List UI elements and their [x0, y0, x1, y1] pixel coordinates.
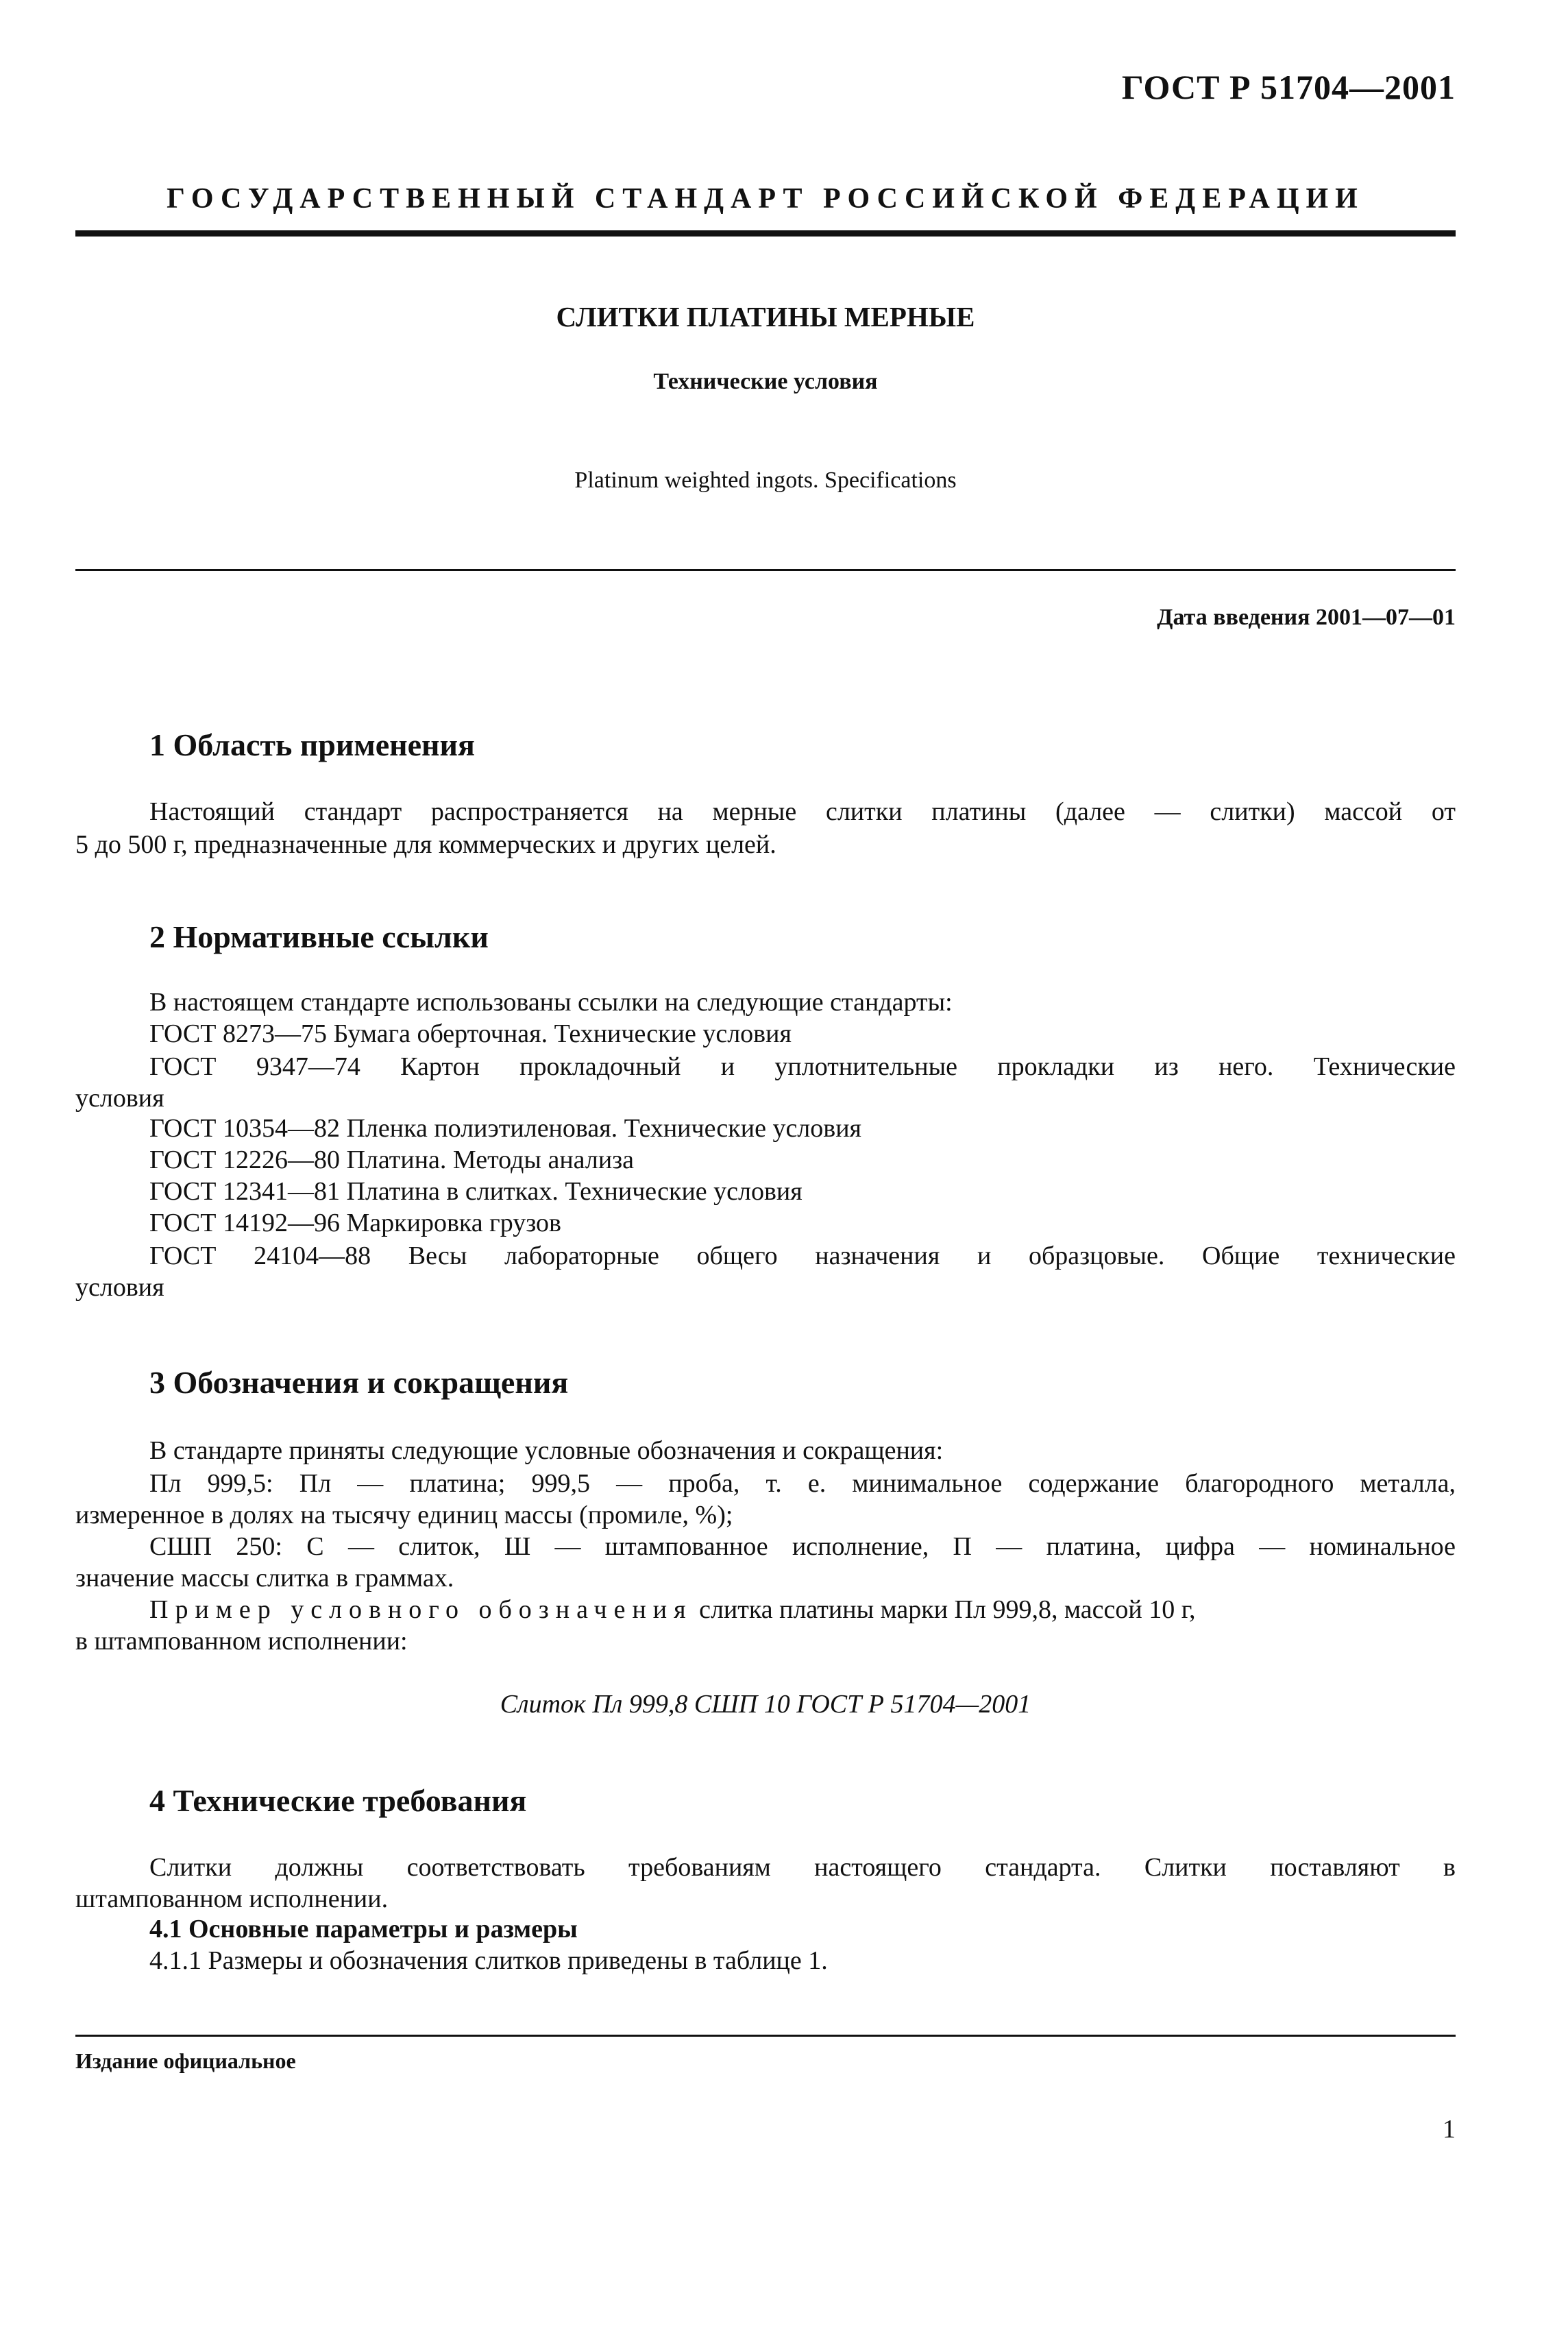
normative-reference: ГОСТ 9347—74 Картон прокладочный и уплотнительные прокладки из него. Технические — [149, 1052, 1456, 1081]
footer-divider — [75, 2035, 1456, 2037]
normative-reference: ГОСТ 14192—96 Маркировка грузов — [149, 1209, 561, 1237]
section-2-heading: 2 Нормативные ссылки — [149, 919, 489, 954]
title-divider — [75, 569, 1456, 571]
page-number: 1 — [1443, 2115, 1456, 2144]
normative-reference-continued: условия — [75, 1084, 164, 1113]
introduction-date: Дата введения 2001—07—01 — [1157, 605, 1456, 630]
section-3-text-line: Пл 999,5: Пл — платина; 999,5 — проба, т. е. минимальное содержание благородного металла, — [149, 1469, 1456, 1498]
english-title: Platinum weighted ingots. Specifications — [574, 468, 957, 493]
subsection-heading: 4.1 Основные параметры и размеры — [149, 1915, 578, 1943]
section-1-text-line: 5 до 500 г, предназначенные для коммерческих и других целей. — [75, 830, 776, 859]
document-subtitle: Технические условия — [653, 369, 878, 394]
normative-reference: ГОСТ 12341—81 Платина в слитках. Технические условия — [149, 1177, 803, 1206]
section-3-text-line: СШП 250: С — слиток, Ш — штампованное исполнение, П — платина, цифра — номинальное — [149, 1532, 1456, 1561]
section-1-text-line: Настоящий стандарт распространяется на мерные слитки платины (далее — слитки) массой от — [149, 797, 1456, 826]
section-3-heading: 3 Обозначения и сокращения — [149, 1365, 569, 1400]
section-1-heading: 1 Область применения — [149, 727, 475, 762]
normative-reference-continued: условия — [75, 1273, 164, 1302]
section-3-intro: В стандарте приняты следующие условные обозначения и сокращения: — [149, 1436, 944, 1465]
document-number: ГОСТ Р 51704—2001 — [1121, 68, 1456, 106]
edition-note: Издание официальное — [75, 2048, 296, 2073]
example-designation: Слиток Пл 999,8 СШП 10 ГОСТ Р 51704—2001 — [500, 1690, 1031, 1719]
section-3-text-line: в штампованном исполнении: — [75, 1627, 408, 1656]
normative-reference: ГОСТ 12226—80 Платина. Методы анализа — [149, 1146, 635, 1174]
header-divider — [75, 230, 1456, 237]
example-line — [149, 1593, 1456, 1626]
example-text: слитка платины марки Пл 999,8, массой 10 г, — [692, 1595, 1196, 1624]
section-4-heading: 4 Технические требования — [149, 1783, 527, 1818]
normative-reference: ГОСТ 10354—82 Пленка полиэтиленовая. Технические условия — [149, 1114, 862, 1143]
example-label: Пример условного обозначения — [149, 1595, 693, 1624]
section-2-intro: В настоящем стандарте использованы ссылки на следующие стандарты: — [149, 988, 953, 1017]
section-3-text-line: значение массы слитка в граммах. — [75, 1564, 454, 1592]
document-title: СЛИТКИ ПЛАТИНЫ МЕРНЫЕ — [556, 301, 975, 332]
section-4-text-line: штампованном исполнении. — [75, 1885, 389, 1913]
normative-reference: ГОСТ 8273—75 Бумага оберточная. Технические условия — [149, 1019, 792, 1048]
state-standard-banner: ГОСУДАРСТВЕННЫЙ СТАНДАРТ РОССИЙСКОЙ ФЕДЕРАЦИИ — [167, 183, 1364, 215]
section-4-text-line: Слитки должны соответствовать требованиям настоящего стандарта. Слитки поставляют в — [149, 1853, 1456, 1882]
section-4-text-line: 4.1.1 Размеры и обозначения слитков приведены в таблице 1. — [149, 1946, 828, 1975]
section-3-text-line: измеренное в долях на тысячу единиц массы (промиле, %); — [75, 1501, 733, 1529]
normative-reference: ГОСТ 24104—88 Весы лабораторные общего назначения и образцовые. Общие технические — [149, 1241, 1456, 1270]
